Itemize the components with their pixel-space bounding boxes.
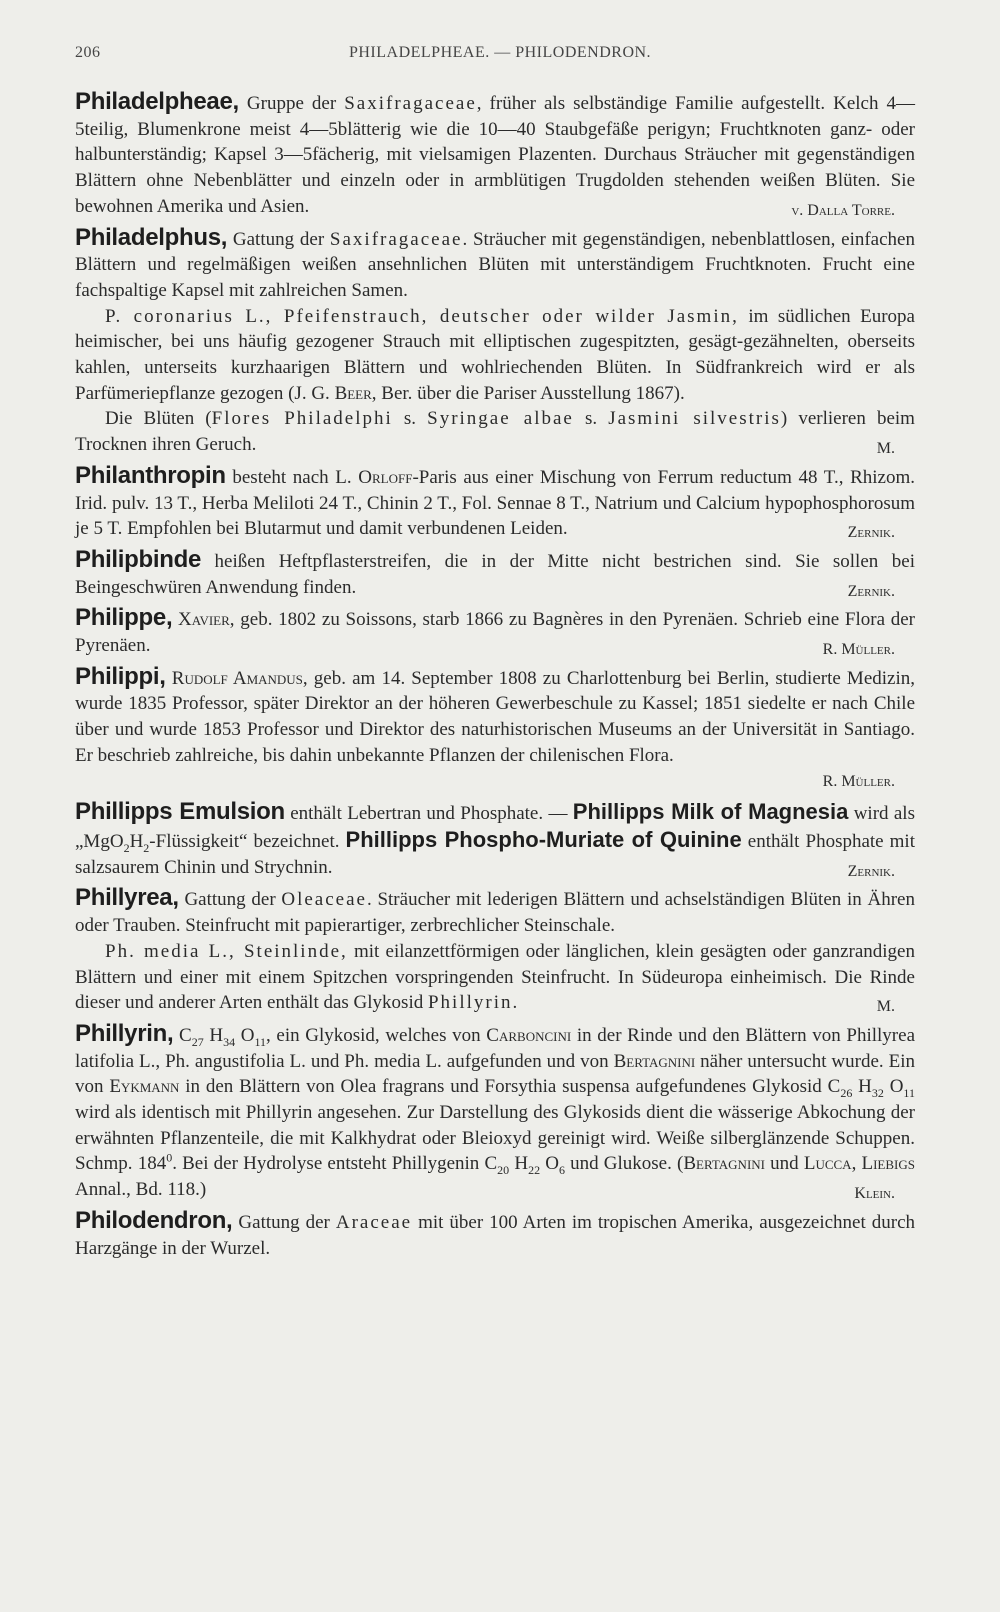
- entry-text: .: [512, 992, 518, 1014]
- running-title: PHILADELPHEAE. — PHILODENDRON.: [348, 44, 652, 61]
- entry-text: Gattung der: [232, 1211, 336, 1233]
- entry-text: , geb. am 14. September 1808 zu Charlottenburg bei Berlin, studierte Medizin, wurde 1835 Professor, später Direktor an der höheren Gewerbeschule zu Kassel; 1851 siedelte er nach Chile über und wurde 1853 Professor und Direktor des naturhistorischen Museums an der Universität in Santiago. Er beschrieb zahlreiche, bis dahin unbekannte Pflanzen der chilenischen Flora.: [75, 667, 915, 766]
- entry-phillyrea: [75, 885, 915, 1016]
- entry-phillipps: [75, 799, 915, 880]
- formula-text: H: [203, 1024, 224, 1046]
- taxon-name: Oleaceae: [281, 889, 367, 911]
- headword-secondary: Phillipps Milk of Magnesia: [572, 799, 849, 825]
- entry-text: . Sträucher mit gegenständigen, nebenblattlosen, einfachen Blättern und regelmäßigen weißen ansehnlichen Blüten mit unterständigem Fruchtknoten. Frucht eine fachspaltige Kapsel mit zahlreichen Samen.: [75, 228, 915, 301]
- formula-subscript: 22: [528, 1163, 541, 1178]
- entry-text: ,: [851, 1153, 862, 1175]
- entry-text: , Ber. über die Pariser Ausstellung 1867).: [371, 382, 685, 404]
- entry-philipbinde: [75, 547, 915, 600]
- author-signature: Zernik.: [847, 862, 895, 880]
- headword: Philadelphus,: [75, 223, 228, 251]
- entry-text: Gattung der: [227, 228, 330, 250]
- entry-text: , früher als selbständige Familie aufgestellt. Kelch 4—5teilig, Blumenkrone meist 4—5blätterig wie die 10—40 Staubgefäße perigyn; Fruchtknoten ganz- oder halbunterständig; Kapsel 3—5fächerig, mit vielsamigen Plazenten. Durchaus Sträucher mit gegenständigen Blättern ohne Nebenblätter und einzeln oder in armblütigen Trugdolden stehenden weißen Blüten. Sie bewohnen Amerika und Asien.: [75, 93, 916, 217]
- entry-text: s.: [573, 408, 609, 430]
- formula-subscript: 20: [497, 1163, 510, 1178]
- formula-text: C: [484, 1153, 498, 1175]
- entry-text: wird als „MgO: [75, 803, 915, 852]
- entry-text: , geb. 1802 zu Soissons, starb 1866 zu Bagnères in den Pyrenäen. Schrieb eine Flora der Pyrenäen.: [75, 609, 915, 657]
- headword-secondary: Phillipps Phospho-Muriate of Quinine: [345, 826, 742, 852]
- entry-text: in den Blättern von Olea fragrans und Forsythia suspensa aufgefundenes Glykosid: [179, 1076, 828, 1098]
- entry-text: näher untersucht wurde. Ein von: [75, 1050, 915, 1098]
- formula-subscript: 27: [191, 1034, 204, 1049]
- formula-subscript: 6: [558, 1163, 565, 1178]
- entry-text: heißen Heftpflasterstreifen, die in der Mitte nicht bestrichen sind. Sie sollen bei Beingeschwüren Anwendung finden.: [75, 550, 915, 598]
- entry-philadelphus: [75, 225, 915, 458]
- cited-author: Carboncini: [486, 1024, 572, 1046]
- entry-phillyrin: [75, 1021, 915, 1203]
- compound-name: Phillyrin: [427, 992, 513, 1014]
- cited-author: Bertagnini: [683, 1153, 765, 1175]
- entry-text: in der Rinde und den Blättern von Phillyrea latifolia L., Ph. angustifolia L. und Ph. media L. aufgefunden und von: [75, 1024, 915, 1072]
- entry-philanthropin: [75, 463, 915, 542]
- headword: Philipbinde: [75, 545, 202, 573]
- entry-text: ) verlieren beim Trocknen ihren Geruch.: [75, 408, 915, 456]
- entry-text: mit über 100 Arten im tropischen Amerika, ausgezeichnet durch Harzgänge in der Wurzel.: [75, 1211, 915, 1259]
- drug-name: Jasmini silvestris: [608, 408, 781, 430]
- entry-text: , ein Glykosid, welches von: [266, 1024, 487, 1046]
- formula-text: H: [509, 1153, 529, 1175]
- headword: Phillyrin,: [75, 1019, 174, 1047]
- entry-philippe: [75, 605, 915, 658]
- formula-subscript: 26: [840, 1086, 853, 1101]
- entry-text: und Glukose. (: [564, 1153, 684, 1175]
- taxon-name: Saxifragaceae: [329, 228, 463, 250]
- cited-author: Eykmann: [109, 1076, 180, 1098]
- entry-text: wird als identisch mit Phillyrin angesehen. Zur Darstellung des Glykosids dient die wässerige Abkochung der erwähnten Pflanzenteile, die mit Kalkhydrat oder Bleioxyd gereinigt wird. Weiße silberglänzende Schuppen. Schmp. 184: [75, 1102, 915, 1175]
- person-name: Rudolf Amandus: [171, 667, 303, 689]
- formula-text: C: [173, 1024, 192, 1046]
- headword: Phillyrea,: [75, 884, 179, 912]
- entry-philippi: [75, 664, 915, 795]
- formula-subscript: 2: [123, 840, 130, 855]
- cited-author: Bertagnini: [613, 1050, 696, 1072]
- page-body: [75, 89, 915, 1266]
- formula-subscript: 34: [223, 1034, 236, 1049]
- formula-subscript: 11: [254, 1034, 266, 1049]
- entry-text: Die Blüten (: [105, 408, 212, 430]
- entry-philodendron: [75, 1208, 915, 1261]
- formula-text: O: [235, 1024, 255, 1046]
- species-name: P. coronarius L., Pfeifenstrauch, deutscher oder wilder Jasmin,: [105, 305, 739, 327]
- formula-subscript: 32: [871, 1086, 884, 1101]
- page-number: 206: [75, 44, 101, 61]
- formula-subscript: 11: [903, 1086, 915, 1101]
- headword: Philippi,: [75, 662, 166, 690]
- drug-name: Syringae albae: [427, 408, 574, 430]
- author-signature: R. Müller.: [822, 772, 895, 790]
- author-signature: v. Dalla Torre.: [791, 201, 895, 219]
- entry-text: besteht nach L.: [225, 466, 359, 488]
- formula-text: O: [540, 1153, 559, 1175]
- cited-author: Lucca: [803, 1153, 852, 1175]
- cited-author: Beer: [334, 382, 372, 404]
- formula-text: O: [883, 1076, 904, 1098]
- entry-philadelpheae: [75, 89, 915, 220]
- entry-text: Annal., Bd. 118.): [75, 1179, 207, 1201]
- degree-superscript: 0: [166, 1151, 173, 1166]
- entry-text: -Flüssigkeit“ bezeichnet.: [149, 830, 346, 852]
- formula-text: C: [827, 1076, 841, 1098]
- person-name: Xavier: [178, 609, 230, 631]
- cited-author: Orloff: [358, 466, 413, 488]
- drug-name: Flores Philadelphi: [211, 408, 393, 430]
- author-signature: R. Müller.: [822, 641, 895, 659]
- headword: Philanthropin: [75, 461, 226, 489]
- formula-text: H: [129, 830, 144, 852]
- author-signature: Zernik.: [847, 524, 895, 542]
- author-signature: M.: [876, 998, 895, 1016]
- taxon-name: Saxifragaceae: [344, 93, 477, 114]
- entry-text: Gruppe der: [238, 93, 345, 114]
- headword: Philippe,: [75, 604, 173, 632]
- entry-text: und: [765, 1153, 804, 1175]
- entry-text: . Sträucher mit lederigen Blättern und achselständigen Blüten in Ähren oder Trauben. Steinfrucht mit papierartiger, zerbrechlicher Steinschale.: [75, 889, 915, 937]
- author-signature: Zernik.: [847, 582, 895, 600]
- headword: Philadelpheae,: [75, 88, 239, 115]
- author-signature: Klein.: [854, 1185, 895, 1203]
- cited-author: Liebigs: [861, 1153, 915, 1175]
- author-signature: M.: [876, 440, 895, 458]
- entry-text: enthält Phosphate mit salzsaurem Chinin und Strychnin.: [75, 830, 915, 878]
- headword: Philodendron,: [75, 1206, 233, 1234]
- entry-text: mit eilanzettförmigen oder länglichen, klein gesägten oder ganzrandigen Blättern und einer mit einem Spitzchen vorspringenden Steinfrucht. In Südeuropa einheimisch. Die Rinde dieser und anderer Arten enthält das Glykosid: [75, 940, 915, 1014]
- entry-text: . Bei der Hydrolyse entsteht Phillygenin: [172, 1153, 485, 1175]
- taxon-name: Araceae: [335, 1211, 413, 1233]
- entry-text: -Paris aus einer Mischung von Ferrum reductum 48 T., Rhizom. Irid. pulv. 13 T., Herba Meliloti 24 T., Chinin 2 T., Fol. Sennae 8 T., Natrium und Calcium hypophosphorosum je 5 T. Empfohlen bei Blutarmut und damit verbundenen Leiden.: [75, 466, 915, 540]
- formula-text: H: [852, 1076, 872, 1098]
- species-name: Ph. media L., Steinlinde,: [105, 940, 348, 962]
- formula-subscript: 2: [143, 840, 150, 855]
- entry-text: s.: [392, 408, 428, 430]
- entry-text: enthält Lebertran und Phosphate. —: [284, 803, 573, 825]
- headword: Phillipps Emulsion: [75, 798, 285, 826]
- entry-text: im südlichen Europa heimischer, bei uns häufig gezogener Strauch mit elliptischen zugespitzten, gesägt-gezähnelten, oberseits kahlen, unterseits kurzhaarigen Blättern und wohlriechenden Blüten. In Südfrankreich wird er als Parfümeriepflanze gezogen (J. G.: [75, 305, 915, 404]
- entry-text: Gattung der: [178, 889, 282, 911]
